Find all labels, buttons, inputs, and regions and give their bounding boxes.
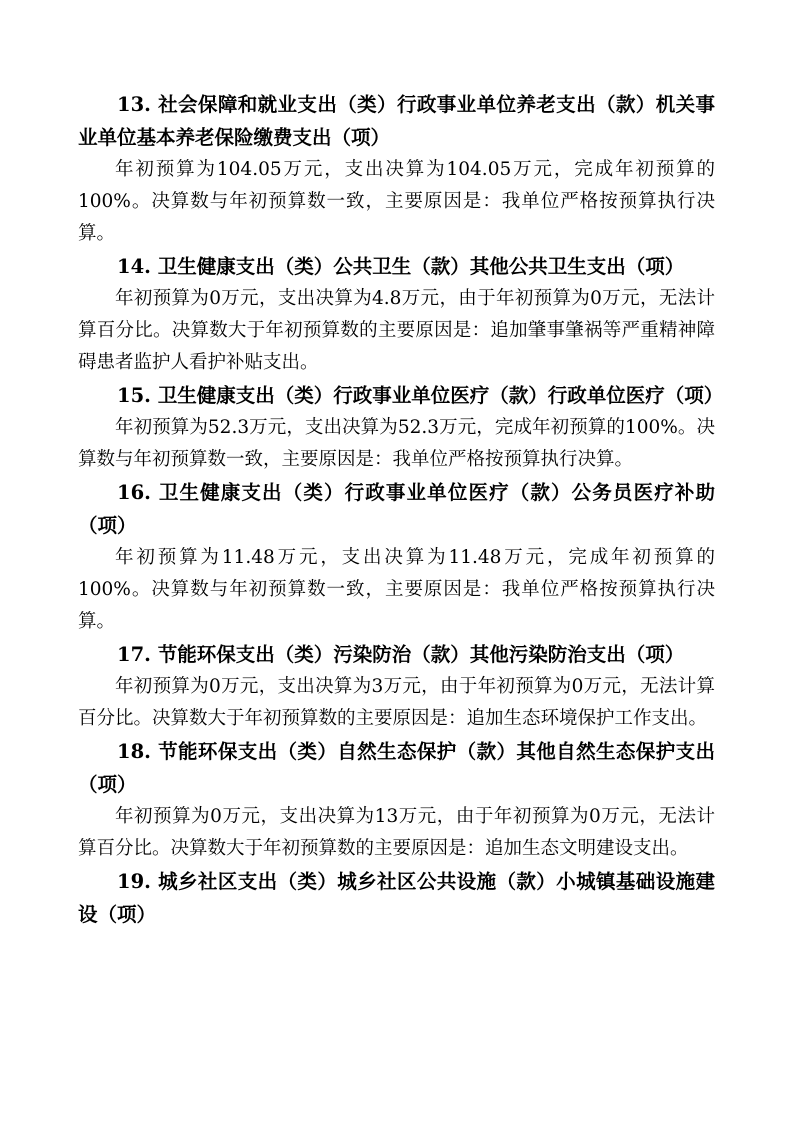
- section-paragraph: 年初预算为0万元，支出决算为4.8万元，由于年初预算为0万元，无法计算百分比。决算数大于年初预算数的主要原因是：追加肇事肇祸等严重精神障碍患者监护人看护补贴支出。: [78, 288, 715, 373]
- section-heading: 17. 节能环保支出（类）污染防治（款）其他污染防治支出（项）: [117, 643, 685, 666]
- section-paragraph: 年初预算为0万元，支出决算为3万元，由于年初预算为0万元，无法计算百分比。决算数大于年初预算数的主要原因是：追加生态环境保护工作支出。: [78, 676, 715, 729]
- document-section: [78, 476, 715, 638]
- document-section: [78, 250, 715, 379]
- document-section: [78, 379, 724, 476]
- section-heading: 19. 城乡社区支出（类）城乡社区公共设施（款）小城镇基础设施建设（项）: [78, 870, 715, 926]
- section-heading: 15. 卫生健康支出（类）行政事业单位医疗（款）行政单位医疗（项）: [117, 384, 724, 407]
- section-heading: 13. 社会保障和就业支出（类）行政事业单位养老支出（款）机关事业单位基本养老保险缴费支出（项）: [78, 93, 715, 149]
- section-heading: 16. 卫生健康支出（类）行政事业单位医疗（款）公务员医疗补助（项）: [78, 481, 715, 537]
- section-paragraph: 年初预算为0万元，支出决算为13万元，由于年初预算为0万元，无法计算百分比。决算数大于年初预算数的主要原因是：追加生态文明建设支出。: [78, 806, 715, 859]
- section-heading: 18. 节能环保支出（类）自然生态保护（款）其他自然生态保护支出（项）: [78, 740, 715, 796]
- section-heading: 14. 卫生健康支出（类）公共卫生（款）其他公共卫生支出（项）: [117, 255, 685, 278]
- document-section: [78, 638, 715, 735]
- section-paragraph: 年初预算为104.05万元，支出决算为104.05万元，完成年初预算的100%。决算数与年初预算数一致，主要原因是：我单位严格按预算执行决算。: [78, 159, 715, 244]
- section-paragraph: 年初预算为52.3万元，支出决算为52.3万元，完成年初预算的100%。决算数与年初预算数一致，主要原因是：我单位严格按预算执行决算。: [78, 417, 715, 470]
- document-section: [78, 735, 715, 865]
- document-body: [78, 88, 724, 931]
- document-section: [78, 865, 715, 931]
- section-paragraph: 年初预算为11.48万元，支出决算为11.48万元，完成年初预算的100%。决算数与年初预算数一致，主要原因是：我单位严格按预算执行决算。: [78, 547, 715, 632]
- document-section: [78, 88, 715, 250]
